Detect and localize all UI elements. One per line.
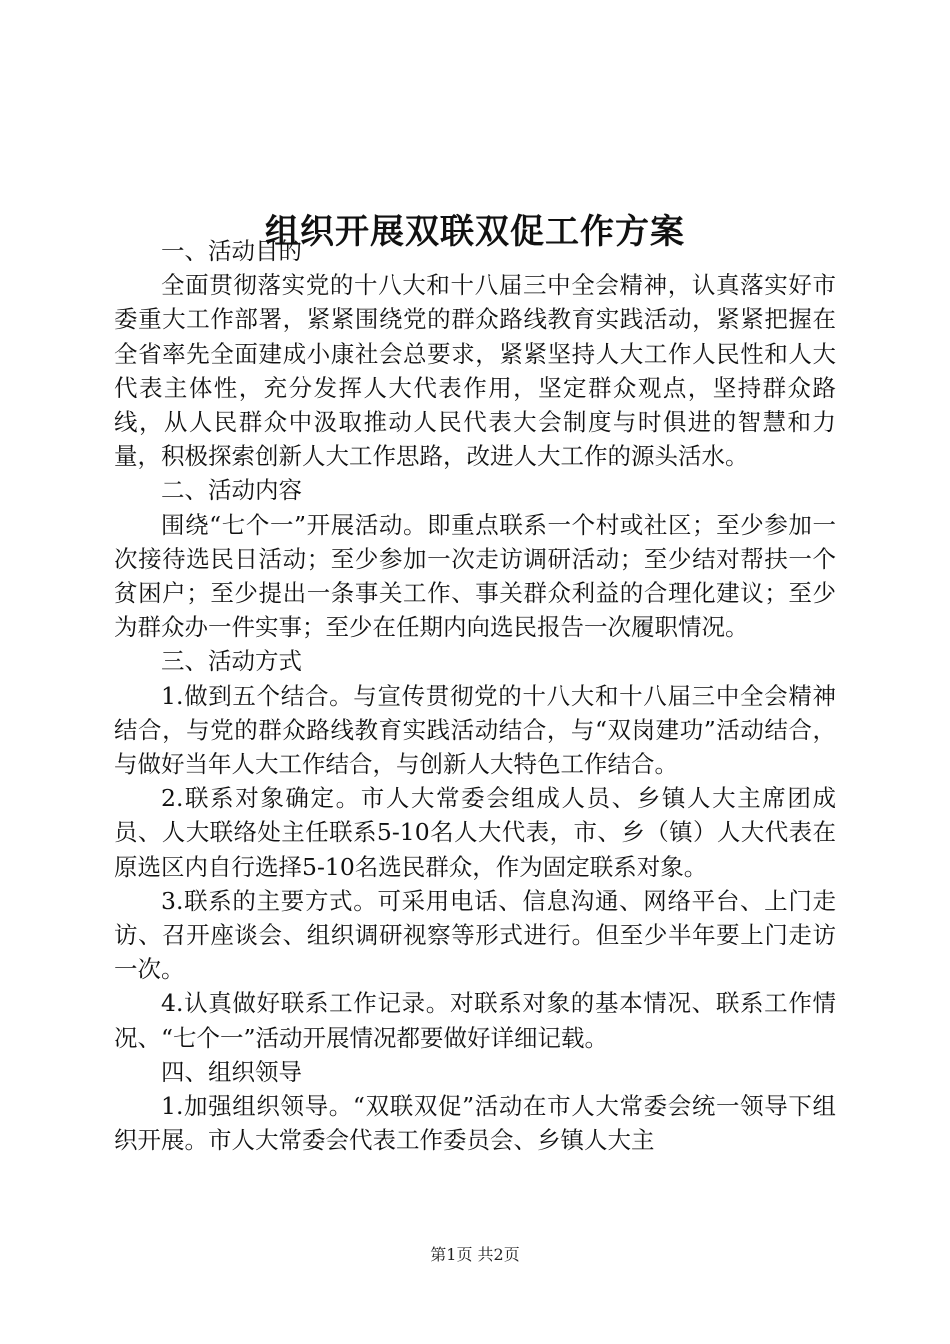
section-heading-content: 二、活动内容 [161, 476, 302, 505]
paragraph-content: 围绕“七个一”开展活动。即重点联系一个村或社区；至少参加一次接待选民日活动；至少参加一次走访调研活动；至少结对帮扶一个贫困户；至少提出一条事关工作、事关群众利益的合理化建议；至少为群众办一件实事；至少在任期内向选民报告一次履职情况。 [114, 510, 836, 642]
paragraph-leadership-1: 1.加强组织领导。“双联双促”活动在市人大常委会统一领导下组织开展。市人大常委会代表工作委员会、乡镇人大主 [114, 1092, 836, 1155]
section-heading-method: 三、活动方式 [161, 647, 302, 676]
document-title: 组织开展双联双促工作方案 [265, 211, 685, 252]
paragraph-method-2: 2.联系对象确定。市人大常委会组成人员、乡镇人大主席团成员、人大联络处主任联系5-10名人大代表，市、乡（镇）人大代表在原选区内自行选择5-10名选民群众，作为固定联系对象。 [114, 784, 836, 881]
section-heading-purpose: 一、活动目的 [161, 237, 302, 265]
paragraph-method-3: 3.联系的主要方式。可采用电话、信息沟通、网络平台、上门走访、召开座谈会、组织调研视察等形式进行。但至少半年要上门走访一次。 [114, 886, 836, 984]
section-heading-leadership: 四、组织领导 [161, 1057, 302, 1086]
paragraph-method-1: 1.做到五个结合。与宣传贯彻党的十八大和十八届三中全会精神结合，与党的群众路线教育实践活动结合，与“双岗建功”活动结合，与做好当年人大工作结合，与创新人大特色工作结合。 [114, 681, 836, 779]
paragraph-method-4: 4.认真做好联系工作记录。对联系对象的基本情况、联系工作情况、“七个一”活动开展情况都要做好详细记载。 [114, 989, 836, 1052]
document-body [114, 234, 836, 1157]
page-number: 第1页 共2页 [430, 1245, 520, 1264]
paragraph-purpose: 全面贯彻落实党的十八大和十八届三中全会精神，认真落实好市委重大工作部署，紧紧围绕党的群众路线教育实践活动，紧紧把握在全省率先全面建成小康社会总要求，紧紧坚持人大工作人民性和人大代表主体性，充分发挥人大代表作用，坚定群众观点，坚持群众路线，从人民群众中汲取推动人民代表大会制度与时俱进的智慧和力量，积极探索创新人大工作思路，改进人大工作的源头活水。 [114, 271, 836, 471]
